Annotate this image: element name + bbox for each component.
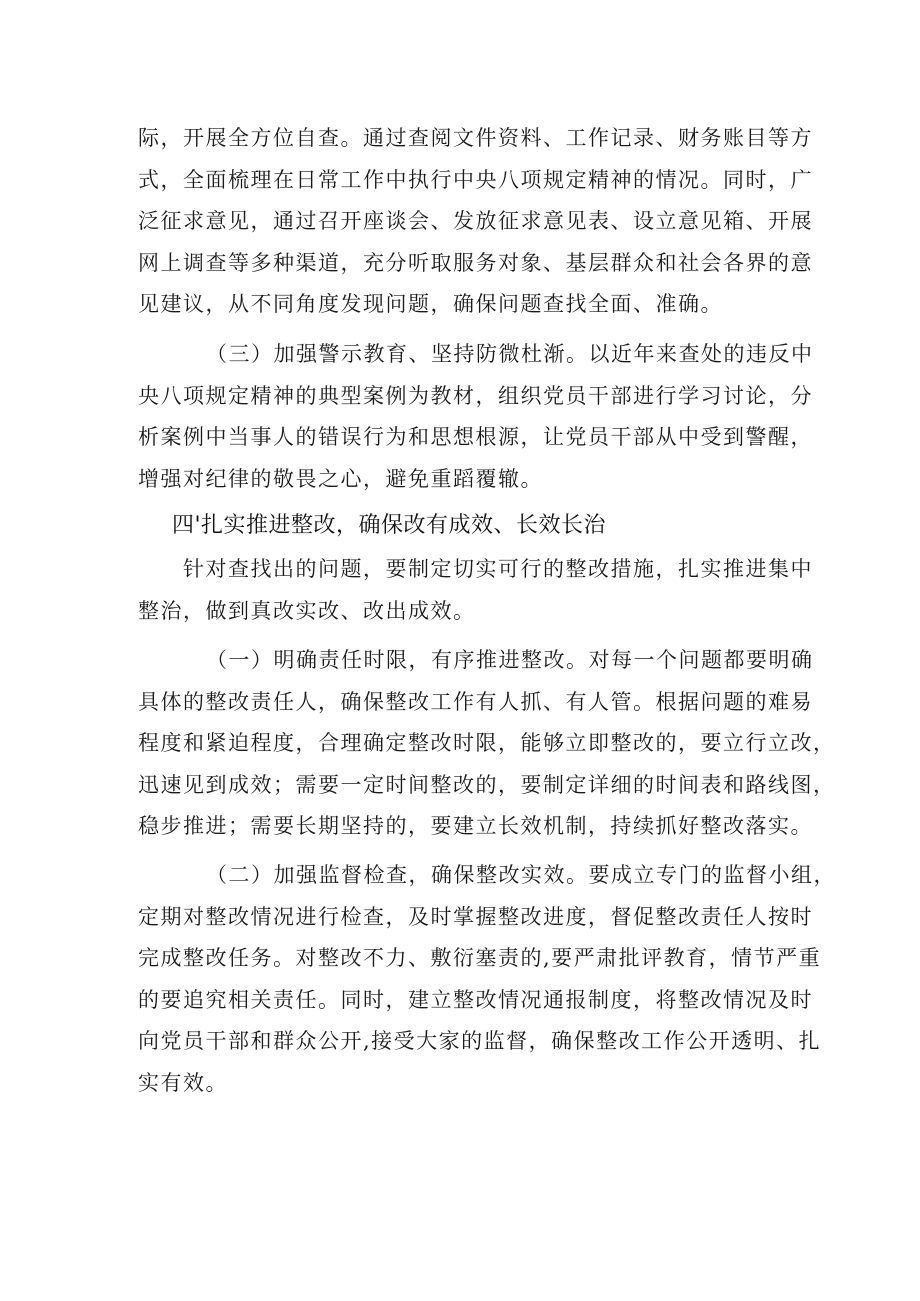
paragraph-line: 稳步推进；需要长期坚持的，要建立长效机制，持续抓好整改落实。 <box>138 814 813 838</box>
paragraph-line: 见建议，从不同角度发现问题，确保问题查找全面、准确。 <box>138 292 723 316</box>
paragraph-line: （三）加强警示教育、坚持防微杜渐。以近年来查处的违反中 <box>206 342 814 366</box>
paragraph-line: 网上调查等多种渠道，充分听取服务对象、基层群众和社会各界的意 <box>138 250 813 275</box>
paragraph-line: 程度和紧迫程度，合理确定整改时限，能够立即整改的，要立行立改， <box>138 731 836 755</box>
paragraph-line: 式，全面梳理在日常工作中执行中央八项规定精神的情况。同时，广 <box>138 167 813 192</box>
paragraph-line: 实有效。 <box>138 1070 228 1095</box>
paragraph-line: 析案例中当事人的错误行为和思想根源，让党员干部从中受到警醒， <box>138 425 813 449</box>
paragraph-line: 迅速见到成效；需要一定时间整改的，要制定详细的时间表和路线图， <box>138 772 836 797</box>
paragraph-line: （二）加强监督检查，确保整改实效。要成立专门的监督小组， <box>206 863 836 887</box>
paragraph-line: 际，开展全方位自查。通过查阅文件资料、工作记录、财务账目等方 <box>138 126 813 150</box>
paragraph-line: 具体的整改责任人，确保整改工作有人抓、有人管。根据问题的难易 <box>138 689 813 714</box>
paragraph-line: 央八项规定精神的典型案例为教材，组织党员干部进行学习讨论，分 <box>138 383 813 408</box>
paragraph-responsibility-timeline <box>138 640 836 848</box>
paragraph-rectification-intro <box>138 549 813 632</box>
paragraph-line: 针对查找出的问题，要制定切实可行的整改措施，扎实推进集中 <box>183 557 813 581</box>
paragraph-line: 向党员干部和群众公开,接受大家的监督，确保整改工作公开透明、扎 <box>138 1029 822 1053</box>
paragraph-self-inspection <box>138 118 813 326</box>
paragraph-line: 泛征求意见，通过召开座谈会、发放征求意见表、设立意见箱、开展 <box>138 209 813 233</box>
paragraph-line: 整治，做到真改实改、改出成效。 <box>138 598 476 623</box>
paragraph-line: 完成整改任务。对整改不力、敷衍塞责的,要严肃批评教育，情节严重 <box>138 946 822 970</box>
paragraph-line: （一）明确责任时限，有序推进整改。对每一个问题都要明确 <box>206 648 814 672</box>
paragraph-line: 的要追究相关责任。同时，建立整改情况通报制度，将整改情况及时 <box>138 987 813 1012</box>
paragraph-supervision <box>138 855 836 1104</box>
paragraph-line: 定期对整改情况进行检查，及时掌握整改进度，督促整改责任人按时 <box>138 904 813 929</box>
paragraph-line: 增强对纪律的敬畏之心，避免重蹈覆辙。 <box>138 466 543 491</box>
paragraph-warning-education <box>138 334 814 500</box>
section-heading: 四'扎实推进整改，确保改有成效、长效长治 <box>172 513 607 538</box>
